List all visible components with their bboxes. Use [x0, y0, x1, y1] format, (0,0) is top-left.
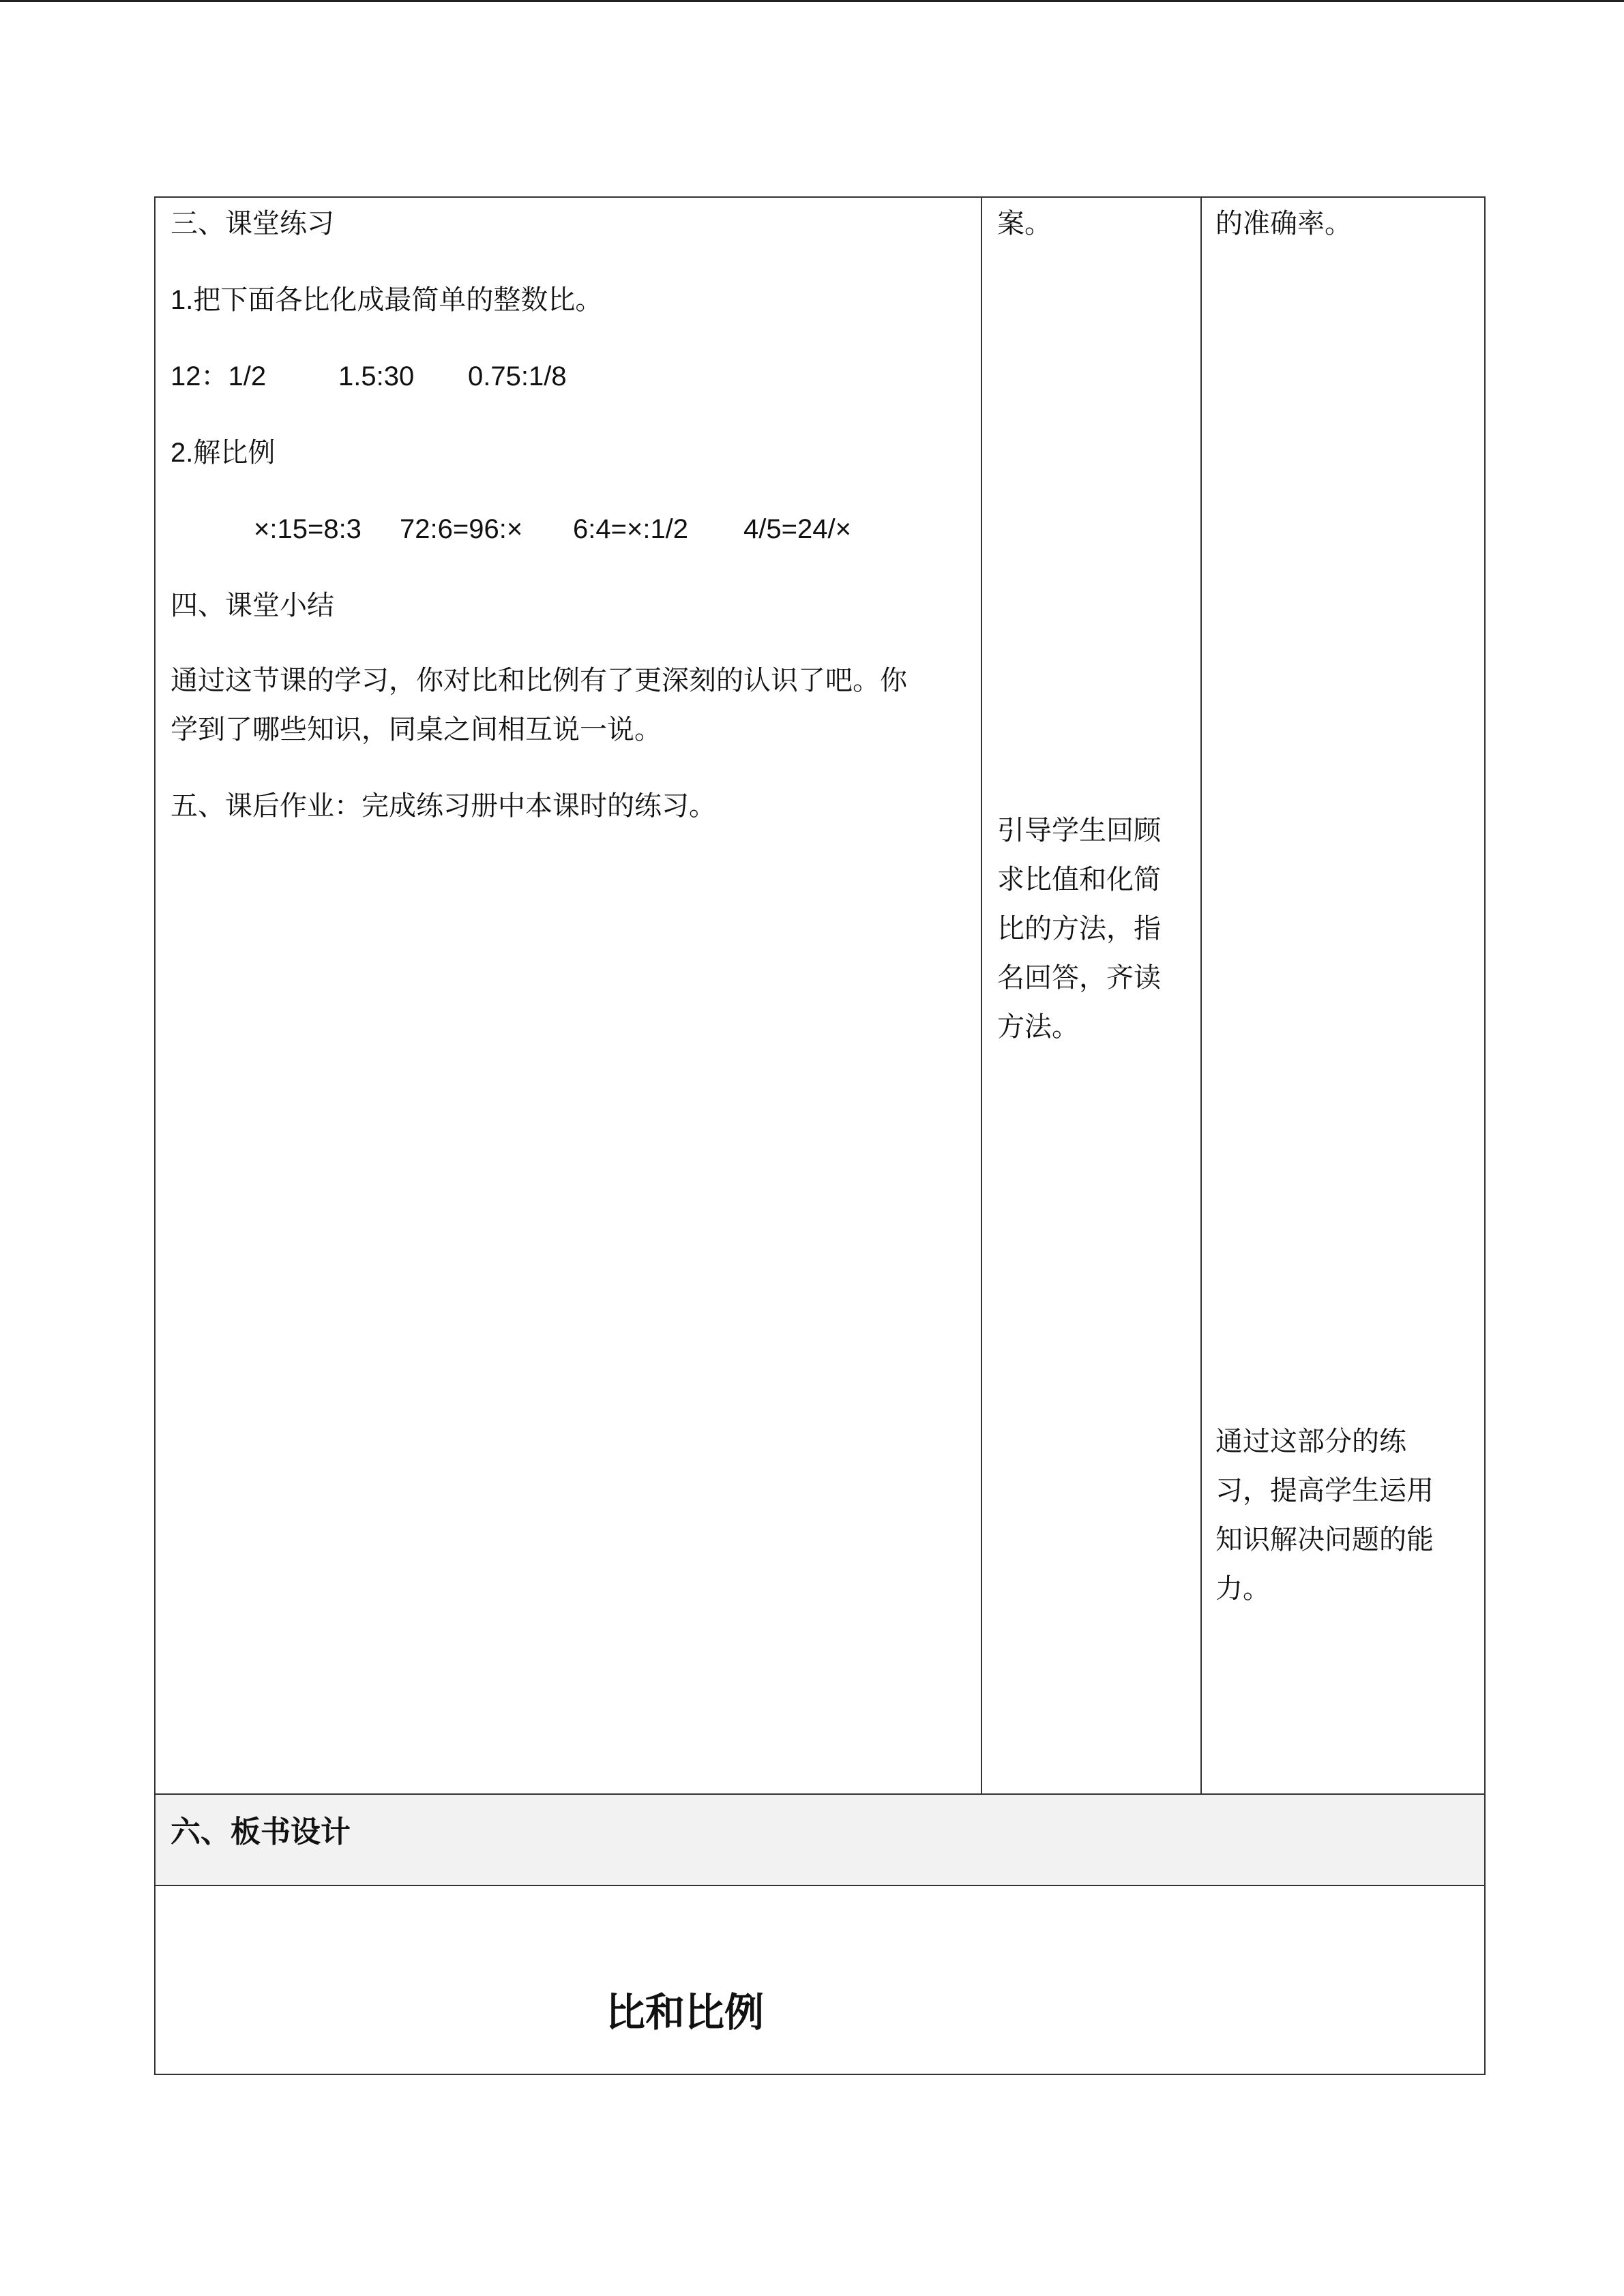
- proportion-item: ×:15=8:3: [254, 514, 361, 544]
- board-design-heading: 六、板书设计: [171, 1815, 351, 1849]
- exercise1-text: 1.把下面各比化成最简单的整数比。: [171, 285, 603, 315]
- ratio-item: 1.5:30: [338, 361, 415, 391]
- continued-text: 案。: [997, 208, 1052, 239]
- guide-line: 方法。: [997, 1011, 1079, 1043]
- ratio-item: 12：1/2: [171, 361, 267, 391]
- proportion-list: [254, 505, 851, 554]
- purpose-line: 力。: [1215, 1573, 1270, 1605]
- board-design-header-row: [156, 1793, 1484, 1885]
- section4-heading: 四、课堂小结: [171, 590, 334, 621]
- guide-line: 比的方法，指: [997, 913, 1161, 944]
- board-design-content-row: [156, 1885, 1484, 2074]
- homework-text: 五、课后作业：完成练习册中本课时的练习。: [171, 790, 716, 822]
- guide-line: 名回答，齐读: [997, 962, 1161, 994]
- page-top-border: [0, 0, 1624, 2]
- purpose-line: 习，提高学生运用: [1215, 1475, 1434, 1506]
- purpose-line: 通过这部分的练: [1215, 1426, 1406, 1457]
- summary-line: 通过这节课的学习，你对比和比例有了更深刻的认识了吧。你: [171, 665, 907, 696]
- summary-line: 学到了哪些知识，同桌之间相互说一说。: [171, 714, 662, 745]
- teaching-content-cell: [156, 198, 981, 1793]
- ratio-list: [171, 352, 567, 401]
- exercise2-text: 2.解比例: [171, 438, 276, 468]
- continued-text: 的准确率。: [1215, 208, 1352, 239]
- proportion-item: 72:6=96:×: [400, 514, 523, 544]
- guide-line: 引导学生回顾: [997, 815, 1161, 846]
- proportion-item: 6:4=×:1/2: [573, 514, 689, 544]
- board-design-title: 比和比例: [606, 1989, 765, 2036]
- purpose-line: 知识解决问题的能: [1215, 1524, 1434, 1555]
- section3-heading: 三、课堂练习: [171, 208, 334, 239]
- ratio-item: 0.75:1/8: [468, 361, 567, 391]
- guide-line: 求比值和化简: [997, 864, 1161, 895]
- lesson-plan-table: [154, 196, 1486, 2075]
- proportion-item: 4/5=24/×: [743, 514, 851, 544]
